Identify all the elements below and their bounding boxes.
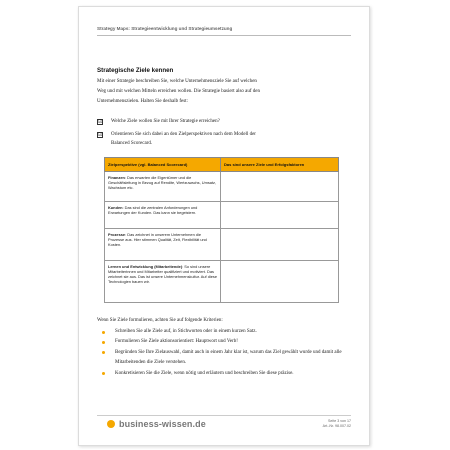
table-header-row [105, 158, 339, 172]
criteria-list [101, 327, 346, 379]
table-cell-goals[interactable] [221, 229, 339, 261]
page-number: Seite 3 von 17 [328, 419, 351, 423]
table-header-perspective: Zielperspektive (vgl. Balanced Scorecard) [105, 158, 221, 172]
logo-text: business-wissen.de [119, 419, 206, 429]
table-header-goals: Das sind unsere Ziele und Erfolgsfaktoren [221, 158, 339, 172]
table-cell-goals[interactable] [221, 172, 339, 202]
bullet-icon [102, 331, 105, 334]
checkbox-icon: ☑ [98, 133, 103, 138]
bullet-icon [102, 372, 105, 375]
table-row [105, 229, 339, 261]
table-cell-goals[interactable] [221, 202, 339, 229]
section-title: Strategische Ziele kennen [97, 67, 174, 74]
table-cell-perspective: Finanzen: Das erwarten die Eigentümer und die Geschäftsleitung in Bezug auf Rendite, Wertzuwachs, Umsatz, Wachstum etc. [105, 172, 221, 202]
checklist-item [97, 131, 271, 148]
table-cell-perspective: Prozesse: Das zeichnet in unserem Unternehmen die Prozesse aus. Hier stimmen Qualität, Zeit, Flexibilität und Kosten. [105, 229, 221, 261]
checklist-item [97, 118, 271, 127]
list-item: Konkretisieren Sie die Ziele, wenn nötig und erläutern und beschreiben Sie diese präzise. [101, 369, 346, 379]
logo-dot-icon [107, 420, 115, 428]
table-cell-goals[interactable] [221, 261, 339, 303]
checklist-item-text: Welche Ziele wollen Sie mit Ihrer Strategie erreichen? [111, 119, 220, 124]
list-item: Begründen Sie Ihre Zielauswahl, damit auch in einem Jahr klar ist, warum das Ziel gewählt wurde und damit alle Mitarbeitenden die Ziele verstehen. [101, 348, 346, 369]
table-row [105, 261, 339, 303]
objectives-table [104, 157, 339, 303]
business-wissen-logo [107, 419, 206, 429]
list-item: Formulieren Sie Ziele aktionsorientiert: Hauptwort und Verb! [101, 337, 346, 347]
document-page [78, 6, 370, 446]
table-row [105, 172, 339, 202]
article-number: Art.-Nr. 98.007.02 [322, 424, 351, 429]
bullet-icon [102, 341, 105, 344]
table-cell-perspective: Lernen und Entwicklung (Mitarbeitende): So sind unsere Mitarbeiterinnen und Mitarbeiter qualifiziert und motiviert. Das zeichnet sie aus. Das ist unsere Unternehmenskultur. Auf diese Technologien bauen wir. [105, 261, 221, 303]
checklist-item-text: Orientieren Sie sich dabei an den Zielperspektiven nach dem Modell der Balanced Scorecard. [111, 132, 256, 146]
checkbox-icon: ☑ [98, 120, 103, 125]
bullet-icon [102, 351, 105, 354]
header-divider [97, 35, 351, 36]
criteria-intro: Wenn Sie Ziele formulieren, achten Sie auf folgende Kriterien: [97, 318, 223, 323]
footer-divider [97, 415, 351, 416]
document-header-title: Strategy Maps: Strategieentwicklung und Strategieumsetzung [97, 26, 233, 31]
section-intro: Mit einer Strategie beschreiben Sie, welche Unternehmensziele Sie auf welchen Weg und mit welchen Mitteln erreichen wollen. Die Strategie basiert also auf den Unternehmenszielen. Halten Sie deshalb fest: [97, 79, 261, 104]
table-row [105, 202, 339, 229]
table-cell-perspective: Kunden: Das sind die zentralen Anforderungen und Erwartungen der Kunden. Das kann sie begeistern. [105, 202, 221, 229]
list-item: Schreiben Sie alle Ziele auf, in Stichworten oder in einem kurzen Satz. [101, 327, 346, 337]
page-info [323, 419, 351, 430]
